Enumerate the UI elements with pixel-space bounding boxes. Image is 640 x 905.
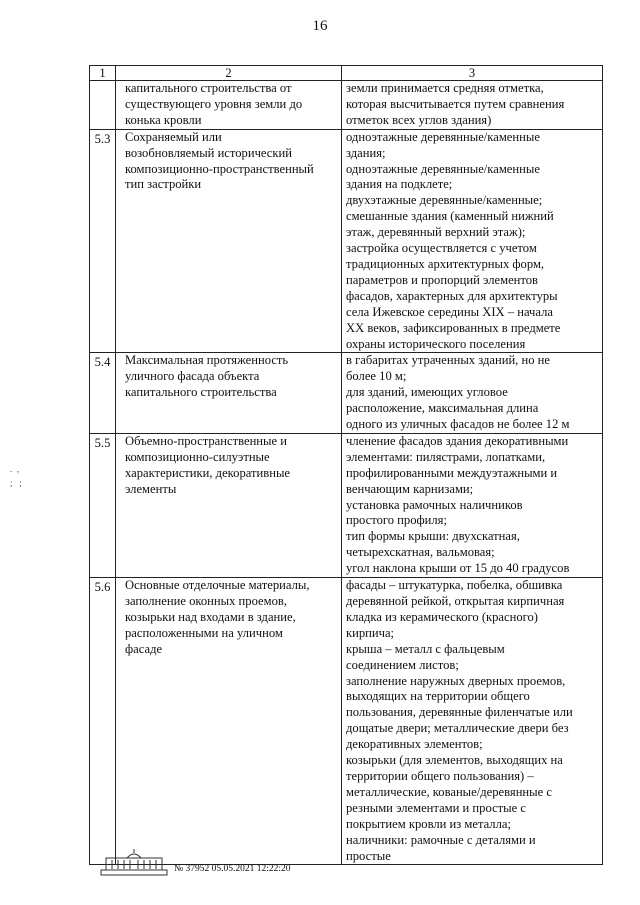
requirement-cell [342,578,603,865]
page-number: 16 [312,18,328,34]
requirements-table [89,65,603,865]
row-number: 5.6 [90,578,116,865]
text-line: одноэтажные деревянные/каменные [346,129,540,144]
text-line: возобновляемый исторический [125,145,292,160]
requirement-cell [342,129,603,353]
text-line: пользования, деревянные филенчатые или [346,705,573,720]
table-row [90,433,603,577]
text-line: традиционных архитектурных форм, [346,256,545,271]
table-row [90,578,603,865]
text-line: Максимальная протяженность [125,353,289,368]
text-line: декоративных элементов; [346,737,483,752]
text-line: четырехскатная, вальмовая; [346,545,495,560]
text-line: крыша – металл с фальцевым [346,641,505,656]
table-row [90,81,603,130]
row-number: 5.4 [90,353,116,434]
header-col-3: 3 [342,66,603,81]
text-line: козырьки над входами в здание, [125,609,296,624]
document-stamp: № 37952 05.05.2021 12:22:20 [174,864,291,874]
text-line: дощатые двери; металлические двери без [346,721,569,736]
margin-marks: . , ; ; [10,464,22,488]
text-line: которая высчитывается путем сравнения [346,96,565,111]
text-line: композиционно-пространственный [125,161,314,176]
table-header-row [90,66,603,81]
text-line: расположение, максимальная длина [346,401,539,416]
parameter-cell [116,353,342,434]
text-line: фасаде [125,641,163,656]
text-line: одноэтажные деревянные/каменные [346,161,540,176]
text-line: уличного фасада объекта [125,369,260,384]
text-line: XX веков, зафиксированных в предмете [346,320,561,335]
text-line: соединением листов; [346,657,459,672]
text-line: тип формы крыши: двухскатная, [346,529,520,544]
text-line: более 10 м; [346,369,407,384]
text-line: одного из уличных фасадов не более 12 м [346,417,570,432]
text-line: в габаритах утраченных зданий, но не [346,353,550,368]
text-line: расположенными на уличном [125,625,283,640]
text-line: охраны исторического поселения [346,336,526,351]
requirement-cell [342,433,603,577]
text-line: угол наклона крыши от 15 до 40 градусов [346,561,570,576]
text-line: земли принимается средняя отметка, [346,81,544,95]
text-line: территории общего пользования) – [346,768,534,783]
text-line: композиционно-силуэтные [125,449,270,464]
text-line: резными элементами и простые с [346,800,526,815]
requirement-cell [342,353,603,434]
text-line: заполнение наружных дверных проемов, [346,673,566,688]
text-line: села Ижевское середины XIX – начала [346,304,553,319]
text-line: характеристики, декоративные [125,465,290,480]
text-line: элементы [125,481,177,496]
text-line: Основные отделочные материалы, [125,578,310,593]
text-line: козырьки (для элементов, выходящих на [346,753,563,768]
header-col-1: 1 [90,66,116,81]
text-line: кирпича; [346,625,395,640]
text-line: этаж, деревянный верхний этаж); [346,225,526,240]
table-row [90,353,603,434]
footer [100,848,290,876]
text-line: капитального строительства от [125,81,292,95]
header-col-2: 2 [116,66,342,81]
text-line: здания на подклете; [346,177,453,192]
text-line: простые [346,848,391,863]
text-line: Объемно-пространственные и [125,433,287,448]
text-line: металлические, кованые/деревянные с [346,784,552,799]
text-line: профилированными междуэтажными и [346,465,558,480]
text-line: фасады – штукатурка, побелка, обшивка [346,578,563,593]
text-line: существующего уровня земли до [125,96,303,111]
text-line: капитального строительства [125,385,277,400]
text-line: двухэтажные деревянные/каменные; [346,193,543,208]
text-line: венчающим карнизами; [346,481,474,496]
row-number [90,81,116,130]
text-line: покрытием кровли из металла; [346,816,511,831]
parameter-cell [116,433,342,577]
requirement-cell [342,81,603,130]
text-line: здания; [346,145,386,160]
text-line: простого профиля; [346,513,447,528]
text-line: смешанные здания (каменный нижний [346,209,554,224]
text-line: конька кровли [125,112,202,127]
text-line: фасадов, характерных для архитектуры [346,288,558,303]
text-line: наличники: рамочные с деталями и [346,832,536,847]
text-line: параметров и пропорций элементов [346,272,538,287]
table-row [90,129,603,353]
text-line: застройка осуществляется с учетом [346,241,537,256]
text-line: тип застройки [125,177,202,192]
text-line: отметок всех углов здания) [346,112,492,127]
text-line: кладка из керамического (красного) [346,609,538,624]
parameter-cell [116,578,342,865]
row-number: 5.5 [90,433,116,577]
text-line: заполнение оконных проемов, [125,594,287,608]
text-line: установка рамочных наличников [346,497,523,512]
table-body [90,81,603,865]
text-line: выходящих на территории общего [346,689,530,704]
parameter-cell [116,129,342,353]
row-number: 5.3 [90,129,116,353]
text-line: деревянной рейкой, открытая кирпичная [346,594,565,608]
text-line: для зданий, имеющих угловое [346,385,508,400]
text-line: Сохраняемый или [125,129,222,144]
building-seal-icon [100,848,168,876]
text-line: членение фасадов здания декоративными [346,433,569,448]
parameter-cell [116,81,342,130]
text-line: элементами: пилястрами, лопатками, [346,449,546,464]
